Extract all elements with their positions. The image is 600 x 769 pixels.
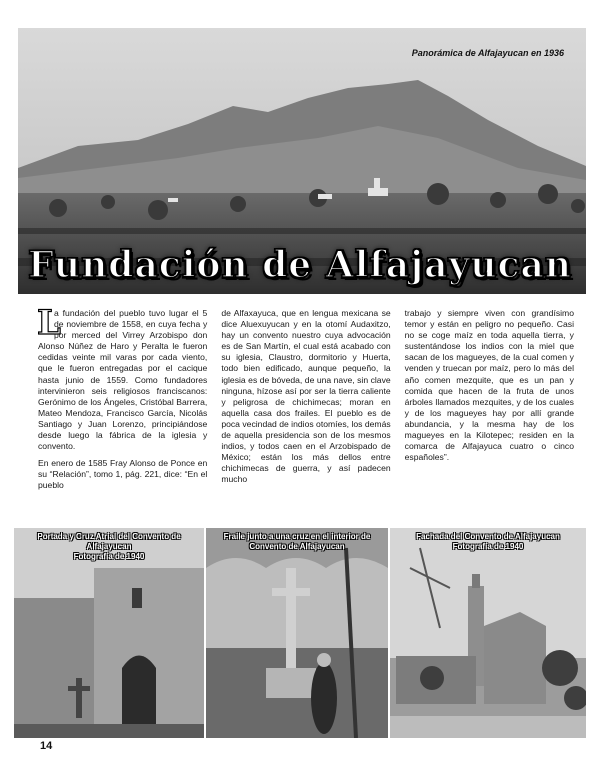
article-body [37,303,574,512]
photo-friar-cross [206,528,388,738]
paragraph: de Alfaxayuca, que en lengua mexicana se dice Aluexuyucan y en la otomí Audaxitzo, hay un convento nuestro cuya advocación es de San Martín, el cual está acabado con su iglesia, Claustro, dormitorio y Huerta, todo bien edificado, aunque pequeño, la iglesia es de bóveda, de una nave, sin clave ninguna, hízose así por ser la tierra caliente y peligrosa de chichimecas; moran en aquella casa dos frailes. El pueblo es de poca vecindad de indios otomíes, los demás de aquella presidencia son de los mesmos indios, y todos caen en el Arzobispado de México; están los más dellos entre chichimecas de guerra, y así padecen mucho [221,308,391,485]
convent-facade-image [390,528,586,738]
page-title: Fundación de Alfajayucan [28,244,572,286]
page-number: 14 [40,740,53,752]
paragraph-text: a fundación del pueblo tuvo lugar el 5 de noviembre de 1558, en cuya fecha y por merced del Virrey Arzobispo don Alonso Núñez de Haro y Peralta le fueron cedidas veinte mil varas por cada viento, que le fueron entregadas por el cacique hasta junio de 1559. Como fundadores intervinieron seis religiosos franciscanos: Gerónimo de los Ángeles, Cristóbal Barrera, Mateo Mendoza, Francisco García, Nicolás Santiago y Juan Lorenzo, principiándose desde luego la fábrica de la iglesia y convento. [38,308,208,452]
caption-line: Convento de Alfajayucan [249,542,345,551]
photo-caption [14,532,204,562]
paragraph: trabajo y siempre viven con grandísimo temor y están en peligro no pequeño. Casi no se coge maíz en toda aquella tierra, y sustentándose los indios con la miel que sacan de los magueyes, de la cual comen y venden y truecan por maíz, pero lo más del año comen mezquite, que es un pan y comida que hacen de la fruta de unos árboles llamados mezquites, y de los cuales y de los magueyes hay por allí grande abundancia, y la mesma hay de los magueyes en la Kilotepec; residen en la comarca de Alfajayuca cuatro o cinco españoles”. [404,308,574,463]
caption-line: Fotografía de 1940 [73,552,145,561]
caption-line: Fraile junto a una cruz en el interior de [223,532,371,541]
photo-caption [206,532,388,552]
article-column-3 [405,308,574,512]
caption-line: Portada y Cruz Atrial del Convento de Alfajayucan [37,532,181,551]
photo-convent-portal [14,528,204,738]
friar-cross-image [206,528,388,738]
drop-cap: L [37,303,61,343]
caption-line: Fachada del Convento de Alfajayucan [416,532,560,541]
paragraph [37,303,208,452]
caption-line: Fotografía de 1940 [452,542,524,551]
photo-caption [390,532,586,552]
photo-strip [14,528,586,738]
article-column-1 [37,303,208,512]
paragraph: En enero de 1585 Fray Alonso de Ponce en su “Relación”, tomo 1, pág. 221, dice: “En el pueblo [38,458,208,491]
article-column-2 [221,308,390,512]
hero-caption: Panorámica de Alfajayucan en 1936 [411,48,564,58]
photo-convent-facade [390,528,586,738]
